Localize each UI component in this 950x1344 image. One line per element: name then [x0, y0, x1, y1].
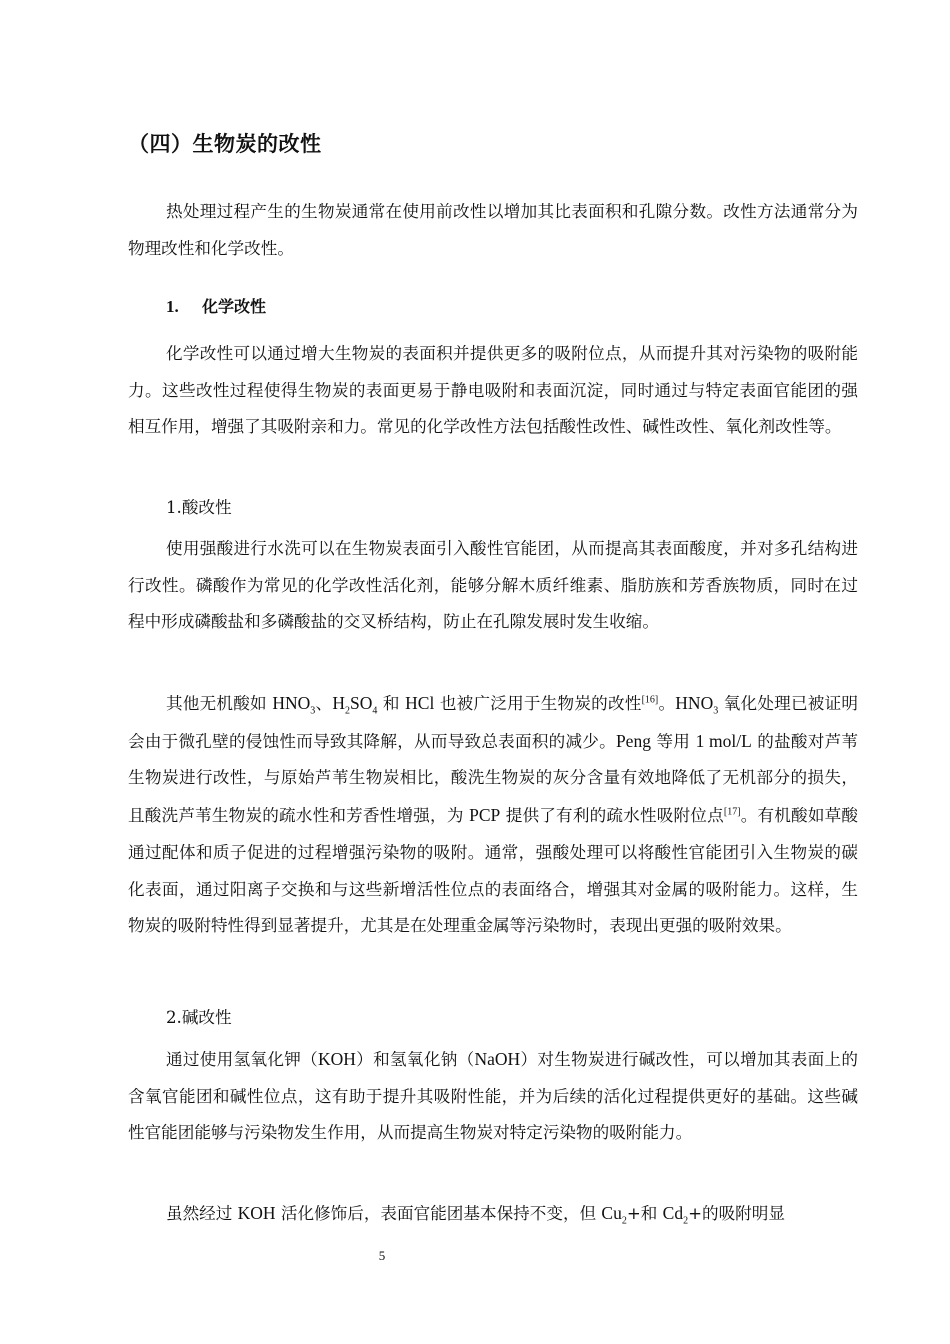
formula-koh: KOH: [237, 1203, 276, 1223]
chemical-modification-paragraph: 化学改性可以通过增大生物炭的表面积并提供更多的吸附位点，从而提升其对污染物的吸附能力。这些改性过程使得生物炭的表面更易于静电吸附和表面沉淀，同时通过与特定表面官能团的强相互作用，增强了其吸附亲和力。常见的化学改性方法包括酸性改性、碱性改性、氧化剂改性等。: [128, 344, 858, 437]
text-run: 虽然经过: [166, 1204, 238, 1223]
section-title: （四）生物炭的改性: [128, 132, 322, 156]
formula-h2so4-part: SO: [349, 693, 373, 713]
acid-modification-label: 1.酸改性: [166, 498, 232, 517]
text-run: ）对生物炭进行碱改性，可以增加其表面上的含氧官能团和碱性位点，这有助于提升其吸附性能，并为后续的活化过程提供更好的基础。这些碱性官能团能够与污染物发生作用，从而提高生物炭对特定污染物的吸附能力。: [128, 1050, 859, 1143]
text-run: 的盐酸对芦苇生物炭进行改性，与原始芦苇生物炭相比，酸洗生物炭的灰分含量有效地降低了无机部分的损失，且酸洗芦苇生物炭的疏水性和芳香性增强，为: [128, 731, 858, 826]
subscript: 2: [344, 705, 350, 717]
ion-cu: Cu: [601, 1203, 622, 1223]
formula-koh: KOH: [318, 1049, 356, 1069]
text-run: 氧化处理已被证明会由于微孔壁的侵蚀性而导致其降解，从而导致总表面积的减少。: [128, 694, 858, 751]
term-pcp: PCP: [469, 805, 501, 826]
ion-cd: Cd: [662, 1203, 684, 1223]
formula-hno3: HNO: [272, 693, 311, 713]
formula-naoh: NaOH: [474, 1049, 521, 1069]
text-run: 其他无机酸如: [166, 694, 273, 713]
base-paragraph-2: [128, 1195, 858, 1233]
text-run: 活化修饰后，表面官能团基本保持不变，但: [275, 1204, 602, 1223]
page-number: 5: [378, 1248, 386, 1263]
formula-h2so4: H: [332, 693, 345, 713]
subscript: 4: [372, 705, 378, 717]
subscript: 2: [621, 1215, 627, 1227]
formula-hcl: HCl: [405, 693, 435, 713]
base-paragraph-1: [128, 1041, 858, 1152]
formula-hno3: HNO: [675, 693, 714, 713]
subsection-heading: [166, 294, 266, 317]
subscript: 3: [713, 705, 719, 717]
citation-16: [16]: [641, 694, 659, 706]
subscript: 3: [310, 705, 316, 717]
base-modification-label: 2.碱改性: [166, 1008, 232, 1027]
text-run: +和: [626, 1204, 663, 1223]
text-run: 等用: [650, 731, 696, 751]
subsection-title: 化学改性: [202, 297, 267, 316]
text-run: +的吸附明显: [688, 1204, 785, 1223]
text-run: 也被广泛用于生物炭的改性: [434, 694, 642, 713]
text-run: ）和氢氧化钠（: [355, 1050, 475, 1069]
author-peng: Peng: [615, 730, 651, 751]
text-run: 。有机酸如草酸通过配体和质子促进的过程增强污染物的吸附。通常，强酸处理可以将酸性官能团引入生物炭的碳化表面，通过阳离子交换和与这些新增活性位点的表面络合，增强其对金属的吸附能力。这样，生物炭的吸附特性得到显著提升，尤其是在处理重金属等污染物时，表现出更强的吸附效果。: [128, 806, 858, 936]
subsection-number: 1.: [166, 297, 179, 316]
citation-17: [17]: [723, 806, 741, 818]
acid-paragraph-1: 使用强酸进行水洗可以在生物炭表面引入酸性官能团，从而提高其表面酸度，并对多孔结构进行改性。磷酸作为常见的化学改性活化剂，能够分解木质纤维素、脂肪族和芳香族物质，同时在过程中形成磷酸盐和多磷酸盐的交叉桥结构，防止在孔隙发展时发生收缩。: [128, 539, 858, 632]
intro-paragraph: 热处理过程产生的生物炭通常在使用前改性以增加其比表面积和孔隙分数。改性方法通常分为物理改性和化学改性。: [128, 202, 858, 258]
text-run: 通过使用氢氧化钾（: [166, 1050, 319, 1069]
text-run: 、: [315, 694, 333, 713]
text-run: 和: [377, 694, 406, 713]
text-run: 提供了有利的疏水性吸附位点: [500, 806, 724, 826]
concentration: 1 mol/L: [695, 730, 752, 751]
text-run: 。: [658, 694, 676, 713]
acid-paragraph-2: [128, 685, 858, 945]
subscript: 2: [683, 1215, 689, 1227]
